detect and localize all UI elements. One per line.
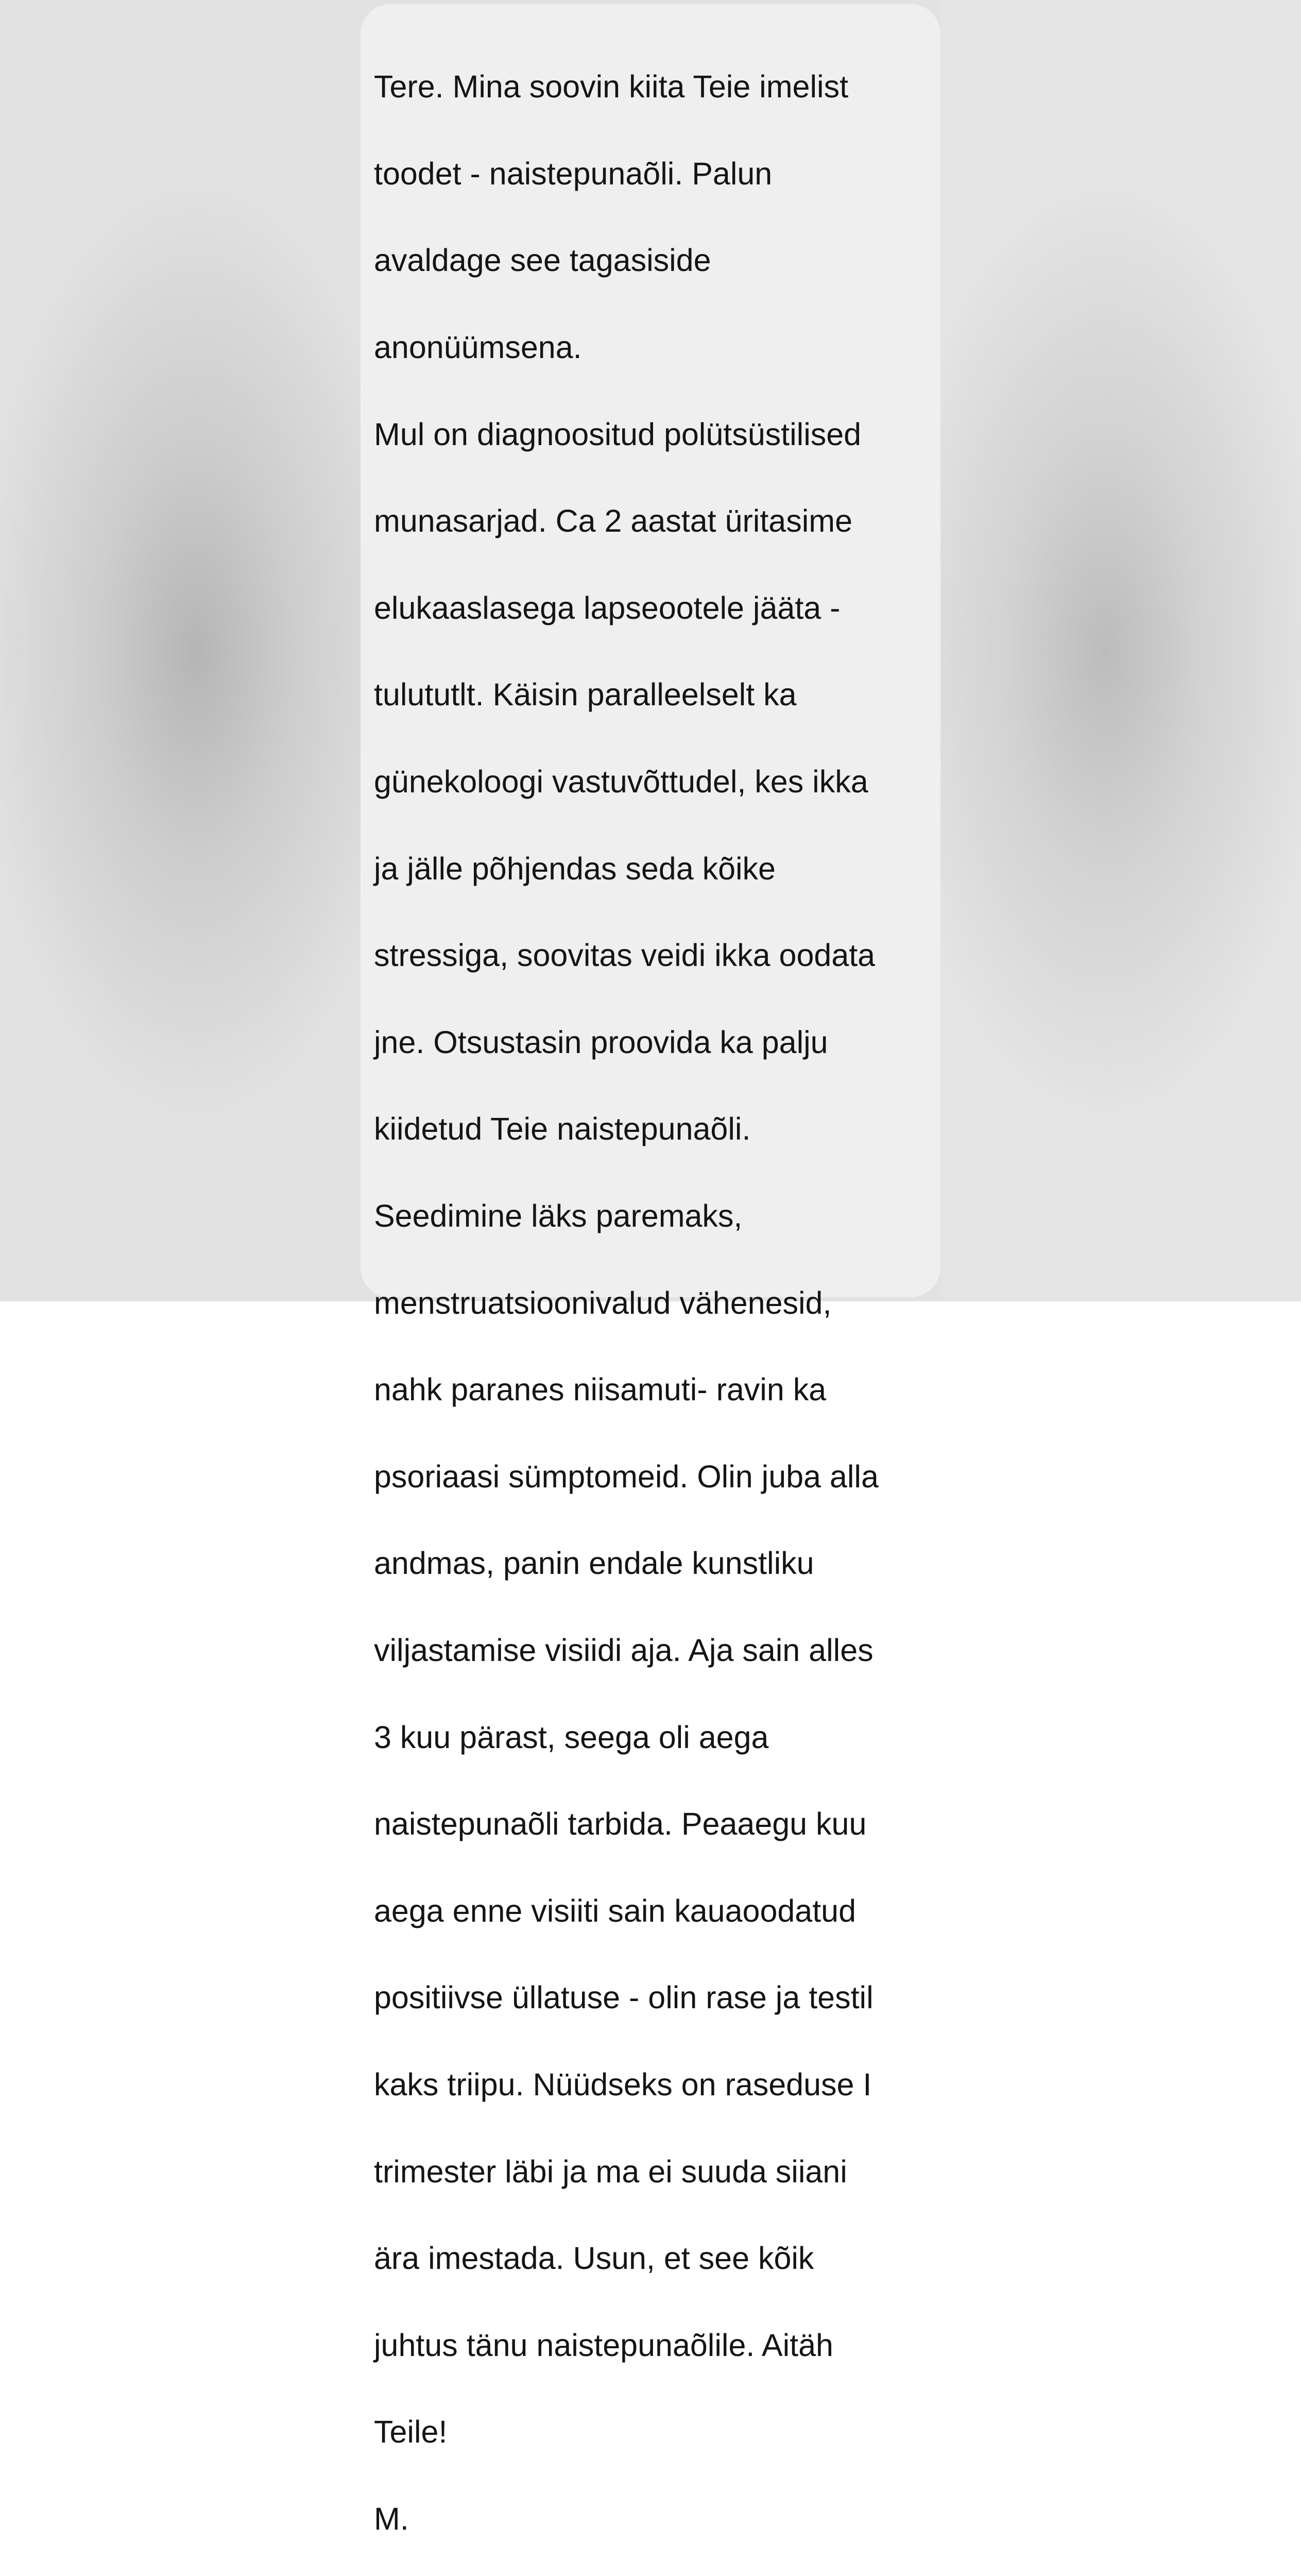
- message-line: trimester läbi ja ma ei suuda siiani: [374, 2154, 847, 2189]
- message-line: viljastamise visiidi aja. Aja sain alles: [374, 1632, 874, 1668]
- message-line: kaks triipu. Nüüdseks on raseduse I: [374, 2066, 872, 2102]
- message-line: naistepunaõli tarbida. Peaaegu kuu: [374, 1806, 867, 1842]
- message-line: jne. Otsustasin proovida ka palju: [374, 1024, 828, 1060]
- message-line: toodet - naistepunaõli. Palun: [374, 156, 773, 191]
- message-line: psoriaasi sümptomeid. Olin juba alla: [374, 1459, 879, 1494]
- blurred-background-right: [940, 0, 1301, 1301]
- message-bubble[interactable]: [361, 4, 940, 2536]
- message-line: munasarjad. Ca 2 aastat üritasime: [374, 503, 852, 539]
- message-line: günekoloogi vastuvõttudel, kes ikka: [374, 764, 868, 800]
- message-line: positiivse üllatuse - olin rase ja testil: [374, 1980, 874, 2015]
- message-line: stressiga, soovitas veidi ikka oodata: [374, 938, 876, 973]
- message-line: anonüümsena.: [374, 330, 582, 365]
- message-line: menstruatsioonivalud vähenesid,: [374, 1285, 832, 1320]
- message-line: andmas, panin endale kunstliku: [374, 1546, 814, 1581]
- message-line: Teile!: [374, 2414, 448, 2450]
- message-line: 3 kuu pärast, seega oli aega: [374, 1719, 769, 1755]
- message-line: aega enne visiiti sain kauaoodatud: [374, 1893, 857, 1928]
- message-line: elukaaslasega lapseootele jääta -: [374, 590, 841, 625]
- message-line: tulututlt. Käisin paralleelselt ka: [374, 677, 797, 713]
- message-line: M.: [374, 2501, 409, 2536]
- message-line: ära imestada. Usun, et see kõik: [374, 2241, 814, 2276]
- message-line: ja jälle põhjendas seda kõike: [374, 851, 776, 886]
- message-line: kiidetud Teie naistepunaõli.: [374, 1111, 751, 1147]
- message-line: Mul on diagnoositud polütsüstilised: [374, 416, 862, 452]
- message-line: juhtus tänu naistepunaõlile. Aitäh: [374, 2327, 833, 2363]
- message-line: Tere. Mina soovin kiita Teie imelist: [374, 69, 849, 105]
- message-line: Seedimine läks paremaks,: [374, 1198, 743, 1234]
- message-line: nahk paranes niisamuti- ravin ka: [374, 1372, 827, 1408]
- message-line: avaldage see tagasiside: [374, 243, 711, 278]
- blurred-background-left: [0, 0, 361, 1301]
- message-text: [374, 22, 930, 2576]
